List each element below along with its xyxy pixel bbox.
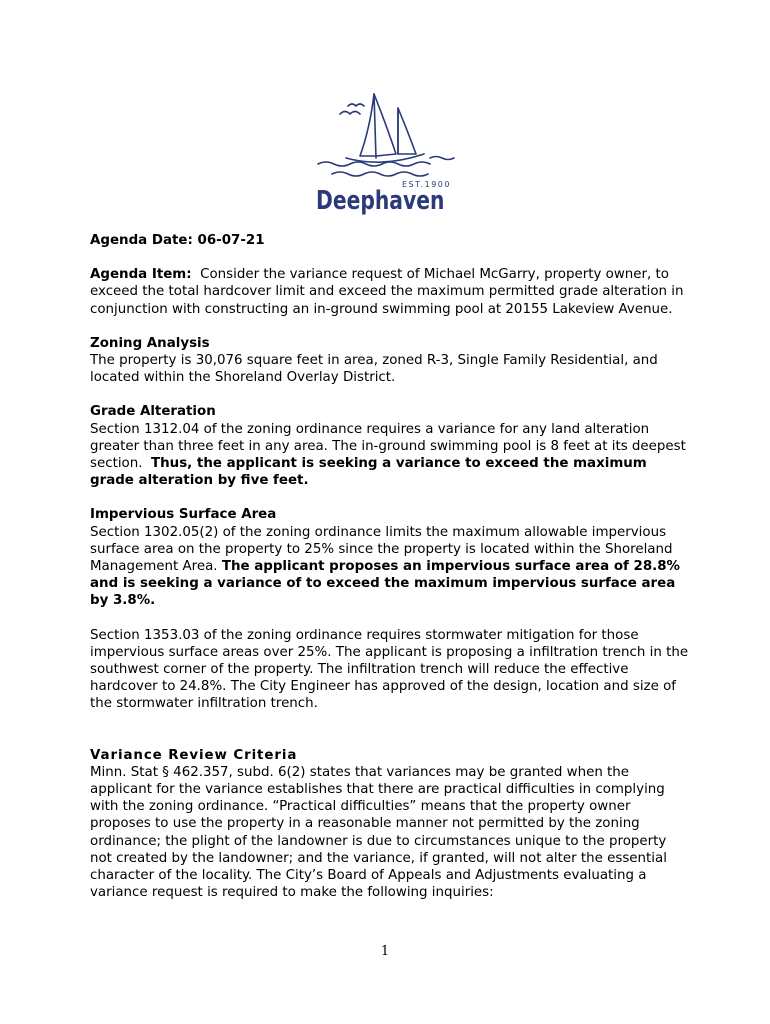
zoning-text: The property is 30,076 square feet in area, zoned R-3, Single Family Residential, and located within the Shoreland Overlay District. bbox=[90, 353, 658, 386]
impervious-paragraph bbox=[90, 524, 690, 610]
agenda-item-label: Agenda Item: bbox=[90, 267, 192, 283]
impervious-heading: Impervious Surface Area bbox=[90, 507, 277, 523]
agenda-item-paragraph bbox=[90, 266, 690, 318]
logo-est-text: EST.1900 bbox=[402, 180, 451, 189]
zoning-heading: Zoning Analysis bbox=[90, 335, 210, 351]
grade-heading: Grade Alteration bbox=[90, 404, 216, 420]
agenda-item-text: Consider the variance request of Michael McGarry, property owner, to exceed the total hardcover limit and exceed the maximum permitted grade alteration in conjunction with constructing an in-ground swimming pool at 20155 Lakeview Avenue. bbox=[90, 267, 684, 317]
impervious-text: Section 1302.05(2) of the zoning ordinance limits the maximum allowable impervious surface area on the property to 25% since the property is located within the Shoreland Management Area. bbox=[90, 524, 673, 575]
variance-heading: Variance Review Criteria bbox=[90, 747, 298, 763]
document-body bbox=[90, 232, 690, 902]
deephaven-logo bbox=[312, 88, 462, 220]
impervious-bold-text: The applicant proposes an impervious surface area of 28.8% and is seeking a variance of to exceed the maximum impervious surface area by 3.8%. bbox=[90, 559, 680, 609]
grade-text: Section 1312.04 of the zoning ordinance requires a variance for any land alteration greater than three feet in any area. The in-ground swimming pool is 8 feet at its deepest section. bbox=[90, 421, 686, 472]
stormwater-text: Section 1353.03 of the zoning ordinance requires stormwater mitigation for those impervious surface areas over 25%. The applicant is proposing a infiltration trench in the southwest corner of the property. The infiltration trench will reduce the effective hardcover to 24.8%. The City Engineer has approved of the design, location and size of the stormwater infiltration trench. bbox=[90, 627, 689, 712]
variance-text: Minn. Stat § 462.357, subd. 6(2) states that variances may be granted when the applicant for the variance establishes that there are practical difficulties in complying with the zoning ordinance. “Practical difficulties” means that the property owner proposes to use the property in a reasonable manner not permitted by the zoning ordinance; the plight of the landowner is due to circumstances unique to the property not created by the landowner; and the variance, if granted, will not alter the essential character of the locality. The City’s Board of Appeals and Adjustments evaluating a variance request is required to make the following inquiries: bbox=[90, 764, 667, 901]
page-number: 1 bbox=[380, 944, 390, 959]
agenda-date: Agenda Date: 06-07-21 bbox=[90, 233, 265, 248]
grade-paragraph bbox=[90, 421, 690, 490]
logo-wordmark: Deephaven bbox=[316, 186, 445, 216]
grade-bold-text: Thus, the applicant is seeking a variance to exceed the maximum grade alteration by five feet. bbox=[90, 456, 647, 489]
